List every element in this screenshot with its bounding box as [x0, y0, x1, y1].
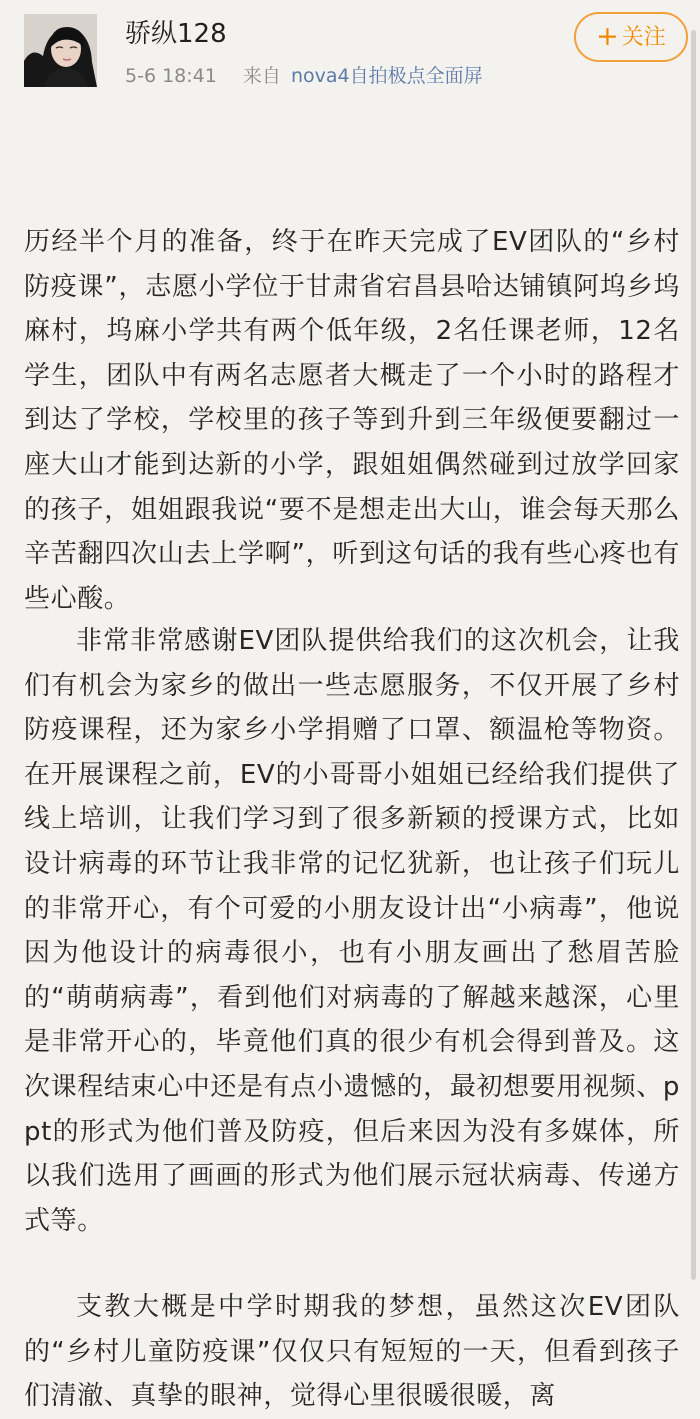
post-paragraph-3: 支教大概是中学时期我的梦想，虽然这次EV团队的“乡村儿童防疫课”仅仅只有短短的一天，但看到孩子们清澈、真挚的眼神，觉得心里很暖很暖，离: [24, 1292, 680, 1412]
vertical-scrollbar[interactable]: [691, 30, 696, 1280]
post-device[interactable]: nova4自拍极点全面屏: [290, 65, 483, 87]
follow-button[interactable]: [574, 12, 688, 62]
post-time: 5-6 18:41: [125, 65, 217, 87]
post-source-prefix: 来自: [242, 65, 281, 87]
profile-photo: [24, 14, 97, 87]
username[interactable]: 骄纵128: [125, 19, 227, 49]
avatar[interactable]: [24, 14, 97, 87]
plus-icon: +: [596, 21, 619, 52]
follow-label: 关注: [621, 25, 666, 50]
post-paragraph-2: 非常非常感谢EV团队提供给我们的这次机会，让我们有机会为家乡的做出一些志愿服务，不仅开展了乡村防疫课程，还为家乡小学捐赠了口罩、额温枪等物资。在开展课程之前，EV的小哥哥小姐姐已经给我们提供了线上培训，让我们学习到了很多新颖的授课方式，比如设计病毒的环节让我非常的记忆犹新，也让孩子们玩儿的非常开心，有个可爱的小朋友设计出“小病毒”，他说因为他设计的病毒很小，也有小朋友画出了愁眉苦脸的“萌萌病毒”，看到他们对病毒的了解越来越深，心里是非常开心的，毕竟他们真的很少有机会得到普及。这次课程结束心中还是有点小遗憾的，最初想要用视频、ppt的形式为他们普及防疫，但后来因为没有多媒体，所以我们选用了画画的形式为他们展示冠状病毒、传递方式等。: [24, 626, 680, 1236]
post-header: [0, 0, 700, 112]
post-paragraph-1: 历经半个月的准备，终于在昨天完成了EV团队的“乡村防疫课”，志愿小学位于甘肃省宕昌县哈达铺镇阿坞乡坞麻村，坞麻小学共有两个低年级，2名任课老师，12名学生，团队中有两名志愿者大概走了一个小时的路程才到达了学校，学校里的孩子等到升到三年级便要翻过一座大山才能到达新的小学，跟姐姐偶然碰到过放学回家的孩子，姐姐跟我说“要不是想走出大山，谁会每天那么辛苦翻四次山去上学啊”，听到这句话的我有些心疼也有些心酸。: [24, 227, 680, 614]
post-meta: [125, 64, 483, 88]
